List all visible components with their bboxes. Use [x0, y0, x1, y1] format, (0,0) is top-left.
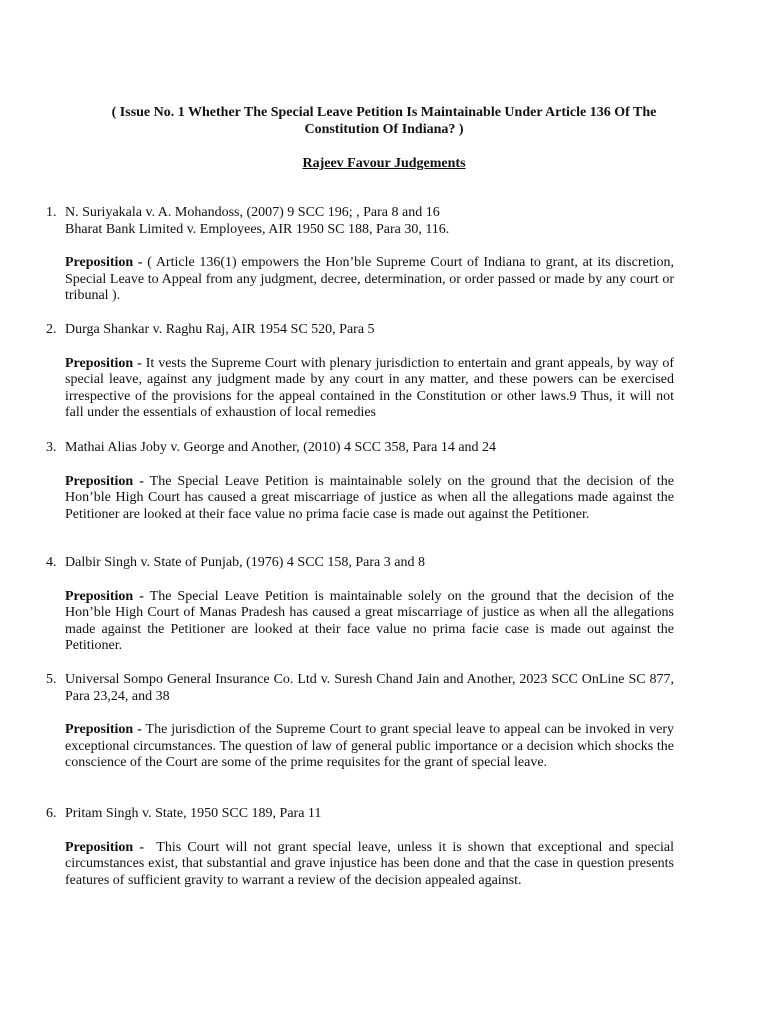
judgement-item-3	[46, 440, 674, 523]
section-subtitle: Rajeev Favour Judgements	[302, 156, 466, 171]
preposition-label: Preposition -	[65, 355, 142, 371]
preposition-paragraph	[65, 722, 674, 772]
judgement-item-2	[46, 322, 674, 422]
case-citation: Pritam Singh v. State, 1950 SCC 189, Para 11	[65, 806, 322, 821]
preposition-paragraph	[65, 356, 674, 422]
preposition-paragraph	[65, 589, 674, 655]
case-citation: Universal Sompo General Insurance Co. Ltd v. Suresh Chand Jain and Another, 2023 SCC OnLine SC 877, Para 23,24, and 38	[65, 672, 674, 704]
issue-heading-line1: ( Issue No. 1 Whether The Special Leave Petition Is Maintainable Under Article 136 Of The	[111, 105, 657, 120]
item-number: 2.	[46, 322, 57, 337]
preposition-text: It vests the Supreme Court with plenary jurisdiction to entertain and grant appeals, by way of special leave, against any judgment made by any court in any matter, and these powers can be exercised irrespective of the provisions for the appeal contained in the Constitution or other laws.9 Thus, it will not fall under the essentials of exhaustion of local remedies	[65, 355, 674, 421]
item-number: 5.	[46, 672, 57, 687]
case-citation: Bharat Bank Limited v. Employees, AIR 1950 SC 188, Para 30, 116.	[65, 221, 450, 237]
judgement-item-1	[46, 205, 674, 305]
issue-heading	[40, 104, 728, 138]
judgement-item-5	[46, 672, 674, 772]
case-citation: Durga Shankar v. Raghu Raj, AIR 1954 SC 520, Para 5	[65, 322, 375, 337]
judgement-item-6	[46, 806, 678, 889]
issue-heading-line2: Constitution Of Indiana? )	[304, 122, 464, 137]
item-number: 4.	[46, 555, 57, 570]
judgement-item-4	[46, 555, 674, 655]
preposition-text: The Special Leave Petition is maintainable solely on the ground that the decision of the Hon’ble High Court has caused a great miscarriage of justice as when all the allegations made against the Petitioner are looked at their face value no prima facie case is made out against the Petitioner.	[65, 473, 674, 522]
case-citation: N. Suriyakala v. A. Mohandoss, (2007) 9 SCC 196; , Para 8 and 16	[65, 205, 440, 220]
preposition-label: Preposition -	[65, 722, 142, 738]
case-citation: Dalbir Singh v. State of Punjab, (1976) 4 SCC 158, Para 3 and 8	[65, 555, 425, 570]
preposition-text: The jurisdiction of the Supreme Court to grant special leave to appeal can be invoked in very exceptional circumstances. The question of law of general public importance or a decision which shocks the conscience of the Court are some of the prime requisites for the grant of special leave.	[65, 722, 674, 771]
preposition-text: The Special Leave Petition is maintainable solely on the ground that the decision of the Hon’ble High Court of Manas Pradesh has caused a great miscarriage of justice as when all the allegations made against the Petitioner are looked at their face value no prima facie case is made out against the Petitioner.	[65, 588, 674, 654]
preposition-paragraph	[65, 255, 674, 305]
preposition-paragraph	[65, 839, 678, 890]
preposition-text: ( Article 136(1) empowers the Hon’ble Supreme Court of Indiana to grant, at its discretion, Special Leave to Appeal from any judgment, decree, determination, or order passed or made by any court or tribunal ).	[65, 255, 674, 304]
preposition-label: Preposition -	[65, 255, 143, 271]
preposition-label: Preposition -	[65, 839, 145, 855]
preposition-label: Preposition -	[65, 473, 144, 489]
preposition-text: This Court will not grant special leave, unless it is shown that exceptional and special circumstances exist, that substantial and grave injustice has been done and that the case in question presents features of sufficient gravity to warrant a review of the decision appealed against.	[65, 839, 678, 888]
item-number: 6.	[46, 806, 57, 821]
preposition-label: Preposition -	[65, 588, 144, 604]
preposition-paragraph	[65, 474, 674, 524]
case-citation: Mathai Alias Joby v. George and Another, (2010) 4 SCC 358, Para 14 and 24	[65, 440, 497, 455]
item-number: 1.	[46, 205, 57, 220]
item-number: 3.	[46, 440, 57, 455]
